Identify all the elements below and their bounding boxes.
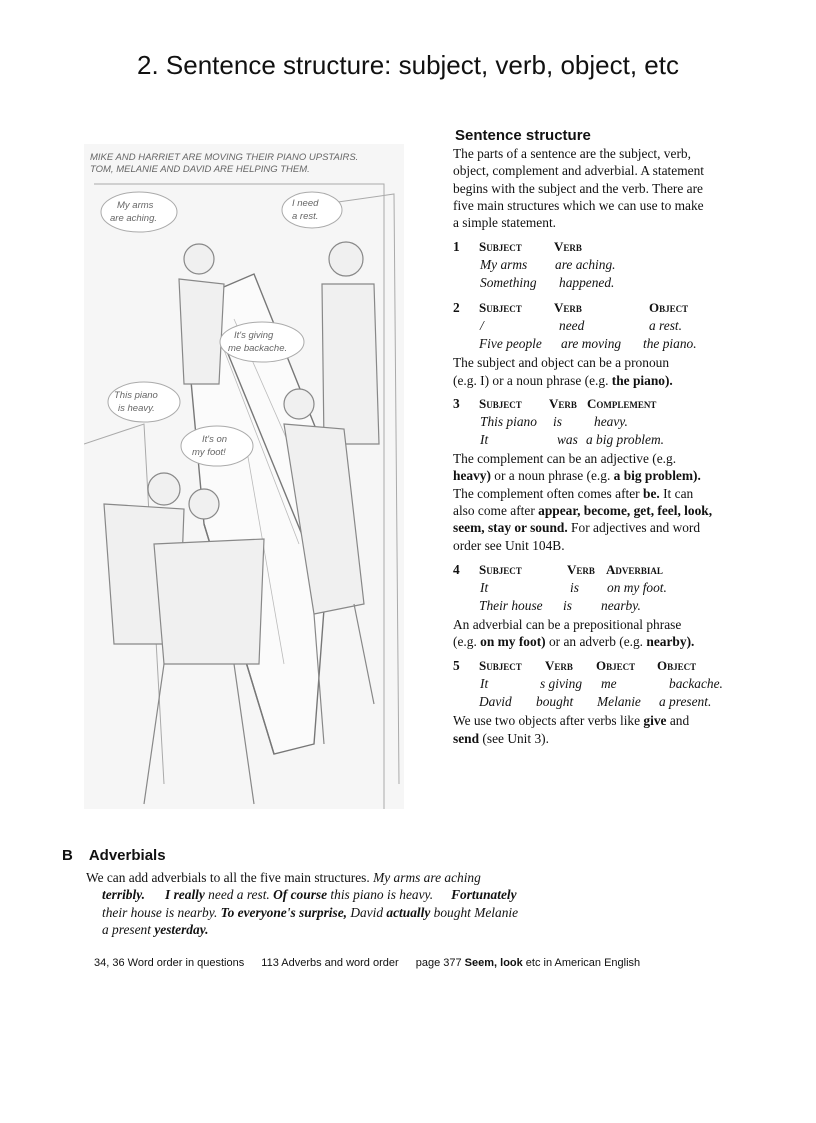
note-text: or an adverb (e.g. <box>545 634 647 650</box>
example-subject: Their house <box>479 597 543 613</box>
body-italic: My arms are aching <box>373 870 481 885</box>
note-line: An adverbial can be a prepositional phrase <box>453 616 682 632</box>
section-b-title: Adverbials <box>88 847 166 864</box>
bubble-backache-2: me backache. <box>228 343 288 354</box>
note-bold: seem, stay or sound. <box>453 520 568 536</box>
structure-2 <box>453 300 783 389</box>
note-bold: be. <box>643 485 660 501</box>
header-object: Object <box>649 300 689 316</box>
structure-number: 1 <box>453 239 460 255</box>
note-text: also come after <box>453 502 539 518</box>
body-bold-italic: Of course <box>273 887 328 903</box>
structure-1 <box>453 239 783 293</box>
example-verb: need <box>559 318 585 334</box>
note-line <box>453 372 783 389</box>
note-bold: a big problem). <box>613 468 701 484</box>
note-bold: give <box>643 713 667 729</box>
example-verb: happened. <box>559 275 615 291</box>
structure-number: 2 <box>453 300 460 316</box>
example-verb: are aching. <box>555 257 616 273</box>
illustration-caption-line2: TOM, MELANIE AND DAVID ARE HELPING THEM. <box>90 164 310 175</box>
note-text: It can <box>659 485 694 501</box>
structure-number: 5 <box>453 658 460 674</box>
note-line: order see Unit 104B. <box>453 537 565 553</box>
cross-ref-link[interactable]: 113 Adverbs and word order <box>261 957 399 969</box>
example-object-2: a present. <box>659 694 712 710</box>
bubble-backache-1: It's giving <box>234 330 274 341</box>
example-object: me <box>601 676 617 692</box>
example-verb: are moving <box>561 336 622 352</box>
bubble-my-arms-2: are aching. <box>110 213 158 224</box>
example-object-2: backache. <box>669 676 723 692</box>
body-italic: David <box>347 904 387 920</box>
example-subject: / <box>480 318 484 334</box>
structure-5-note <box>453 712 783 747</box>
note-text: For adjectives and word <box>567 520 701 536</box>
note-line <box>453 633 783 650</box>
section-b-body <box>86 869 586 938</box>
structure-5 <box>453 658 783 747</box>
body-italic: their house is nearby. <box>102 904 221 920</box>
note-line <box>453 519 783 536</box>
note-line: The subject and object can be a pronoun <box>453 355 670 371</box>
bubble-need-rest-2: a rest. <box>292 211 319 222</box>
cross-ref-text: page 377 <box>415 957 465 969</box>
structure-4-note <box>453 616 783 651</box>
example-verb: is <box>563 597 572 613</box>
example-verb: is <box>570 579 579 595</box>
note-line <box>453 502 783 519</box>
header-adverbial: Adverbial <box>606 561 663 577</box>
header-subject: Subject <box>479 239 522 255</box>
header-verb: Verb <box>554 239 582 255</box>
illustration-caption-line1: MIKE AND HARRIET ARE MOVING THEIR PIANO UPSTAIRS. <box>90 152 359 163</box>
header-object: Object <box>596 658 636 674</box>
cross-ref-link[interactable] <box>416 957 640 969</box>
structure-3 <box>453 396 783 554</box>
example-subject: This piano <box>480 414 537 430</box>
note-text: The complement often comes after <box>453 485 643 501</box>
body-bold-italic: terribly. <box>102 887 146 903</box>
structure-2-note <box>453 354 783 389</box>
note-bold: appear, become, get, feel, look, <box>538 502 713 518</box>
header-verb: Verb <box>567 561 595 577</box>
body-italic: bought Melanie <box>430 904 519 920</box>
note-line <box>453 730 783 747</box>
example-subject: It <box>480 579 489 595</box>
cross-references <box>94 957 654 969</box>
body-italic: this piano is heavy. <box>327 887 434 903</box>
intro-line: five main structures which we can use to make <box>453 197 704 213</box>
example-object: a rest. <box>649 318 682 334</box>
note-bold: send <box>453 730 480 746</box>
intro-line: a simple statement. <box>453 215 557 231</box>
example-adverbial: nearby. <box>601 597 641 613</box>
note-text: We use two objects after verbs like <box>453 713 644 729</box>
body-bold-italic: actually <box>386 904 431 920</box>
example-subject: It <box>480 676 489 692</box>
structure-number: 4 <box>453 561 460 577</box>
header-subject: Subject <box>479 658 522 674</box>
body-bold-italic: yesterday. <box>154 921 209 937</box>
body-bold-italic: Fortunately <box>451 887 517 903</box>
section-b-heading <box>62 847 166 865</box>
body-bold-italic: To everyone's surprise, <box>220 904 347 920</box>
example-verb: is <box>553 414 562 430</box>
example-subject: David <box>479 694 512 710</box>
body-italic: need a rest. <box>204 887 274 903</box>
bubble-my-arms-1: My arms <box>117 200 154 211</box>
body-text: We can add adverbials to all the five main structures. <box>86 870 374 885</box>
bubble-foot-1: It's on <box>202 434 228 445</box>
body-line <box>102 904 586 921</box>
intro-line: object, complement and adverbial. A statement <box>453 163 704 179</box>
body-line <box>102 921 586 938</box>
note-bold: on my foot) <box>480 634 546 650</box>
example-subject: My arms <box>480 257 528 273</box>
bubble-heavy-1: This piano <box>114 390 158 401</box>
header-subject: Subject <box>479 396 522 412</box>
intro-line: begins with the subject and the verb. There are <box>453 180 703 196</box>
note-text: or a noun phrase (e.g. <box>490 468 614 484</box>
example-object: the piano. <box>643 336 697 352</box>
example-verb: s giving <box>540 676 583 692</box>
piano-illustration <box>84 144 404 809</box>
section-letter: B <box>62 847 73 864</box>
note-bold: heavy) <box>453 468 491 484</box>
structure-4 <box>453 562 783 651</box>
header-complement: Complement <box>587 396 657 412</box>
cross-ref-link[interactable]: 34, 36 Word order in questions <box>94 957 245 969</box>
example-verb: was <box>557 432 578 448</box>
example-verb: bought <box>536 694 574 710</box>
note-text: (see Unit 3). <box>479 730 549 746</box>
intro-line: The parts of a sentence are the subject, verb, <box>453 146 691 161</box>
example-subject: Five people <box>479 336 542 352</box>
example-adverbial: on my foot. <box>607 579 667 595</box>
section-a-heading: Sentence structure <box>455 127 591 144</box>
bubble-need-rest-1: I need <box>292 198 319 209</box>
structure-3-note <box>453 450 783 554</box>
body-line <box>86 869 586 886</box>
header-subject: Subject <box>479 300 522 316</box>
note-line: The complement can be an adjective (e.g. <box>453 451 677 467</box>
cross-ref-bold: Seem, look <box>464 957 523 969</box>
header-subject: Subject <box>479 561 522 577</box>
page-title: 2. Sentence structure: subject, verb, object, etc <box>137 50 679 80</box>
example-subject: It <box>480 432 489 448</box>
body-italic: a present <box>102 921 155 937</box>
example-subject: Something <box>480 275 537 291</box>
example-object: Melanie <box>597 694 641 710</box>
example-complement: a big problem. <box>586 432 664 448</box>
example-complement: heavy. <box>594 414 628 430</box>
intro-paragraph <box>453 145 783 231</box>
section-a <box>453 127 783 747</box>
note-bold: the piano). <box>611 372 673 388</box>
header-object-2: Object <box>657 658 697 674</box>
header-verb: Verb <box>554 300 582 316</box>
note-text: (e.g. <box>453 634 481 650</box>
body-bold-italic: I really <box>165 887 205 903</box>
note-text: (e.g. I) or a noun phrase (e.g. <box>453 372 612 388</box>
note-text: and <box>666 713 690 729</box>
structure-number: 3 <box>453 396 460 412</box>
note-line <box>453 485 783 502</box>
body-line <box>102 886 586 903</box>
note-line <box>453 467 783 484</box>
cross-ref-text: etc in American English <box>522 957 641 969</box>
header-verb: Verb <box>549 396 577 412</box>
note-bold: nearby). <box>646 634 695 650</box>
bubble-foot-2: my foot! <box>192 447 226 458</box>
bubble-heavy-2: is heavy. <box>118 403 155 414</box>
header-verb: Verb <box>545 658 573 674</box>
note-line <box>453 712 783 729</box>
